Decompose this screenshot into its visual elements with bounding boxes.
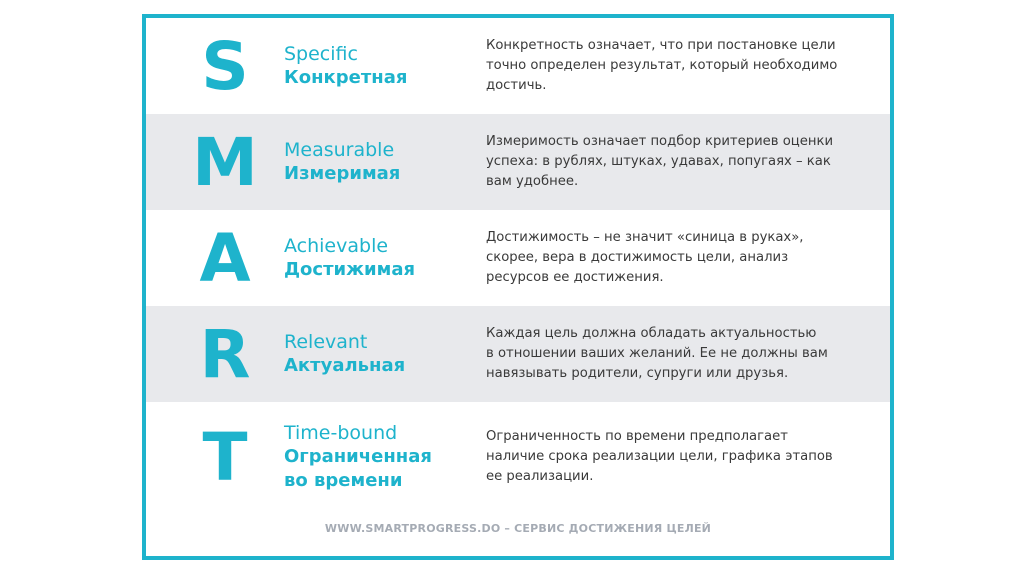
description-line: точно определен результат, который необходимо xyxy=(486,58,838,73)
description-line: наличие срока реализации цели, графика этапов xyxy=(486,449,833,464)
row-name-en: Specific xyxy=(284,43,358,65)
row-names xyxy=(284,114,474,210)
row-description xyxy=(486,210,856,306)
row-name-ru: во времени xyxy=(284,470,403,491)
row-name-en: Time-bound xyxy=(284,422,398,444)
description-line: в отношении ваших желаний. Ее не должны вам xyxy=(486,346,828,361)
row-description xyxy=(486,306,856,402)
smart-card xyxy=(142,14,894,560)
description-line: Ограниченность по времени предполагает xyxy=(486,429,788,444)
description-line: Измеримость означает подбор критериев оценки xyxy=(486,134,834,149)
row-name-ru: Конкретная xyxy=(284,67,408,88)
row-name-en: Measurable xyxy=(284,139,395,161)
row-names xyxy=(284,402,474,512)
smart-row-s xyxy=(146,18,890,114)
row-letter: T xyxy=(202,418,248,496)
row-name-ru: Ограниченная xyxy=(284,446,432,467)
row-letter: S xyxy=(201,27,249,105)
row-description xyxy=(486,18,856,114)
row-letter: M xyxy=(192,123,258,201)
smart-rows xyxy=(146,18,890,512)
description-line: вам удобнее. xyxy=(486,174,579,189)
row-name-ru: Актуальная xyxy=(284,355,406,376)
description-line: достичь. xyxy=(486,78,547,93)
row-description xyxy=(486,402,856,512)
row-names xyxy=(284,18,474,114)
row-name-ru: Достижимая xyxy=(284,259,416,280)
row-letter: A xyxy=(199,219,251,297)
smart-row-r xyxy=(146,306,890,402)
description-line: скорее, вера в достижимость цели, анализ xyxy=(486,250,789,265)
description-line: Конкретность означает, что при постановке цели xyxy=(486,38,836,53)
description-line: навязывать родители, супруги или друзья. xyxy=(486,366,789,381)
smart-row-t xyxy=(146,402,890,512)
row-names xyxy=(284,306,474,402)
description-line: ее реализации. xyxy=(486,469,594,484)
row-name-ru: Измеримая xyxy=(284,163,401,184)
row-name-en: Achievable xyxy=(284,235,389,257)
description-line: Каждая цель должна обладать актуальностью xyxy=(486,326,817,341)
row-letter: R xyxy=(199,315,251,393)
row-name-en: Relevant xyxy=(284,331,368,353)
row-names xyxy=(284,210,474,306)
description-line: Достижимость – не значит «синица в руках», xyxy=(486,230,804,245)
row-description xyxy=(486,114,856,210)
footer-credit: WWW.SMARTPROGRESS.DO – СЕРВИС ДОСТИЖЕНИЯ ЦЕЛЕЙ xyxy=(324,522,712,535)
description-line: ресурсов ее достижения. xyxy=(486,270,664,285)
description-line: успеха: в рублях, штуках, удавах, попугаях – как xyxy=(486,154,831,169)
smart-row-a xyxy=(146,210,890,306)
smart-row-m xyxy=(146,114,890,210)
